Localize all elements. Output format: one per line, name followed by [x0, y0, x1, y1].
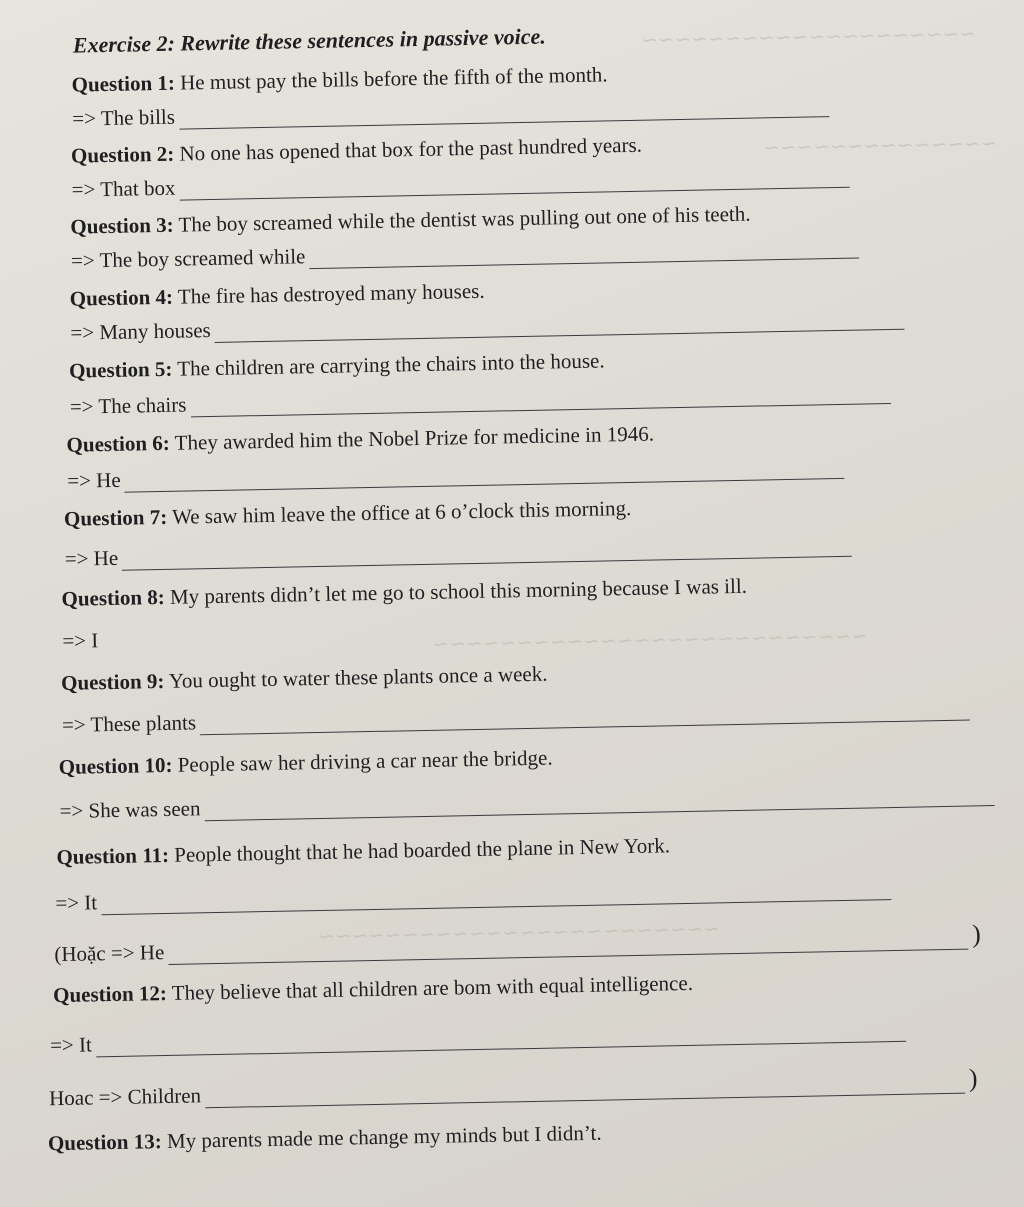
answer-11b: (Hoặc => He ) [54, 919, 982, 967]
answer-3: => The boy screamed while [71, 234, 860, 274]
answer-blank[interactable] [205, 1073, 965, 1109]
answer-6: => He [67, 454, 845, 494]
answer-blank[interactable] [190, 383, 890, 417]
answer-12a: => It [50, 1017, 906, 1058]
question-8: Question 8: My parents didn’t let me go to school this morning because I was ill. [61, 573, 748, 611]
answer-blank[interactable] [125, 458, 845, 493]
closing-paren: ) [971, 919, 982, 949]
question-3: Question 3: The boy screamed while the dentist was pulling out one of his teeth. [70, 201, 751, 239]
question-6: Question 6: They awarded him the Nobel Prize for medicine in 1946. [66, 421, 655, 457]
answer-blank[interactable] [101, 879, 891, 915]
answer-blank[interactable] [168, 929, 968, 965]
question-11: Question 11: People thought that he had boarded the plane in New York. [56, 833, 671, 870]
answer-2: => That box [71, 163, 849, 203]
answer-9: => These plants [62, 696, 970, 738]
answer-blank[interactable] [179, 96, 829, 129]
question-2: Question 2: No one has opened that box for the past hundred years. [70, 132, 643, 168]
question-10: Question 10: People saw her driving a car near the bridge. [58, 745, 553, 780]
answer-11a: => It [55, 875, 891, 916]
question-7: Question 7: We saw him leave the office at 6 o’clock this morning. [63, 495, 632, 531]
answer-8: => I [62, 628, 99, 653]
answer-5: => The chairs [70, 379, 891, 420]
answer-7: => He [65, 532, 853, 572]
question-1: Question 1: He must pay the bills before the fifth of the month. [71, 62, 608, 97]
question-12: Question 12: They believe that all children are bom with equal intelligence. [52, 970, 694, 1008]
answer-blank[interactable] [179, 167, 849, 201]
exercise-title: Exercise 2: Rewrite these sentences in passive voice. [72, 23, 546, 58]
question-13: Question 13: My parents made me change my minds but I didn’t. [47, 1120, 602, 1156]
question-4: Question 4: The fire has destroyed many houses. [69, 278, 485, 311]
answer-blank[interactable] [204, 785, 994, 821]
bleed-through-text: ~~~~~~~~~~~~~~~~~~~~~~~~ [317, 916, 721, 949]
bleed-through-text: ~~~~~~~~~~~~~~~~~~~~~~~~~~ [432, 623, 869, 656]
answer-blank[interactable] [309, 238, 859, 270]
bleed-through-text: ~~~~~~~~~~~~~~ [762, 130, 998, 160]
answer-10: => She was seen [59, 781, 994, 824]
question-9: Question 9: You ought to water these plants once a week. [60, 661, 548, 695]
answer-1: => The bills [72, 92, 829, 132]
answer-blank[interactable] [200, 700, 970, 736]
answer-blank[interactable] [122, 536, 852, 571]
answer-blank[interactable] [96, 1021, 906, 1058]
bleed-through-text: ~~~~~~~~~~~~~~~~~~~~ [640, 21, 977, 52]
answer-blank[interactable] [215, 309, 905, 343]
answer-12b: Hoac => Children ) [48, 1063, 978, 1111]
answer-4: => Many houses [70, 305, 905, 346]
question-5: Question 5: The children are carrying the chairs into the house. [68, 348, 605, 383]
closing-paren: ) [968, 1063, 978, 1093]
